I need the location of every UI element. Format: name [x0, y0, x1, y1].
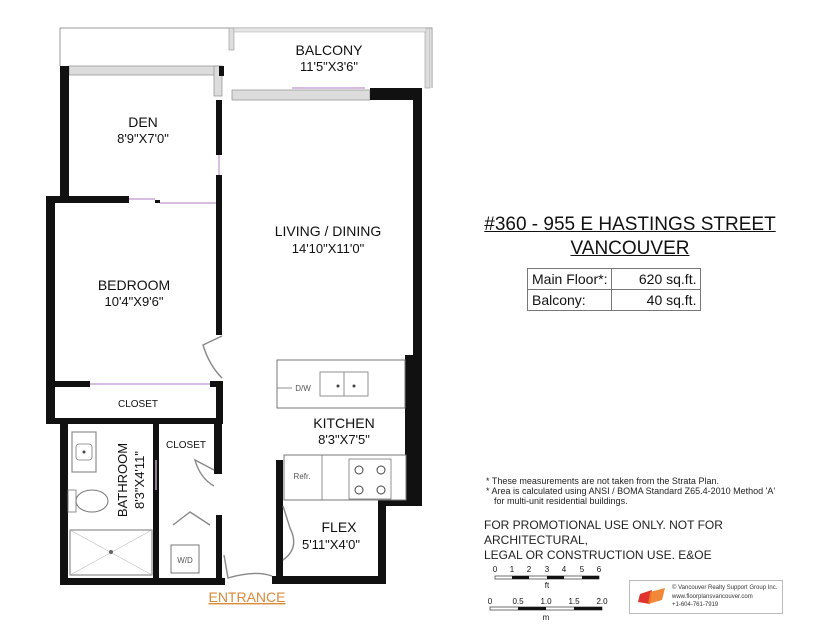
room-labels — [98, 42, 381, 605]
washer-dryer-label: W/D — [177, 556, 193, 565]
bathroom-label: BATHROOM — [115, 442, 130, 518]
area-label: Main Floor*: — [528, 269, 612, 290]
bedroom-label: BEDROOM — [97, 277, 171, 293]
area-label: Balcony: — [528, 290, 612, 311]
area-value: 620 sq.ft. — [612, 269, 701, 290]
dishwasher-label: D/W — [295, 384, 311, 393]
m-tick-2: 1.0 — [540, 597, 552, 606]
note-line: for multi-unit residential buildings. — [494, 496, 628, 506]
ft-unit: ft — [544, 581, 550, 590]
fridge-label: Refr. — [293, 472, 311, 481]
property-address — [470, 213, 790, 261]
promo-disclaimer — [484, 518, 828, 563]
closet-hall-label: CLOSET — [165, 440, 207, 451]
promo-line: LEGAL OR CONSTRUCTION USE. E&OE — [484, 548, 712, 562]
company-logo — [629, 580, 783, 614]
den-dim: 8'9"X7'0" — [117, 131, 169, 146]
area-row — [528, 290, 701, 311]
closet-bedroom-label: CLOSET — [117, 399, 159, 410]
logo-url: www.floorplansvancouver.com — [672, 594, 753, 600]
measurement-notes — [486, 476, 775, 506]
m-tick-1: 0.5 — [512, 597, 524, 606]
m-tick-3: 1.5 — [568, 597, 580, 606]
m-tick-0: 0 — [487, 597, 493, 606]
entrance-label: ENTRANCE — [208, 589, 286, 605]
ft-tick-6: 6 — [596, 565, 602, 574]
m-unit: m — [542, 613, 550, 622]
note-line: * Area is calculated using ANSI / BOMA Standard Z65.4-2010 Method 'A' — [486, 486, 776, 496]
scale-bar — [488, 565, 608, 622]
address-line-1: #360 - 955 E HASTINGS STREET — [484, 214, 776, 235]
flex-dim: 5'11"X4'0" — [301, 537, 361, 552]
ft-tick-4: 4 — [561, 565, 567, 574]
ft-tick-0: 0 — [492, 565, 498, 574]
promo-line: FOR PROMOTIONAL USE ONLY. NOT FOR ARCHITECTURAL, — [484, 518, 723, 547]
area-table — [527, 268, 701, 311]
ft-tick-5: 5 — [579, 565, 585, 574]
bathroom-dim: 8'3"X4'11" — [132, 450, 147, 510]
kitchen-dim: 8'3"X7'5" — [318, 432, 370, 447]
logo-phone: +1-604-761-7919 — [672, 602, 719, 608]
note-line: * These measurements are not taken from the Strata Plan. — [486, 476, 719, 486]
balcony-label: BALCONY — [295, 42, 363, 58]
balcony-dim: 11'5"X3'6" — [299, 59, 359, 74]
area-value: 40 sq.ft. — [612, 290, 701, 311]
m-tick-4: 2.0 — [596, 597, 608, 606]
balcony-area — [60, 28, 432, 88]
bedroom-dim: 10'4"X9'6" — [104, 294, 164, 309]
logo-mark-icon — [638, 588, 666, 606]
address-line-2: VANCOUVER — [570, 238, 690, 259]
ft-tick-3: 3 — [544, 565, 550, 574]
logo-company: © Vancouver Realty Support Group Inc. — [672, 585, 778, 591]
living-label: LIVING / DINING — [274, 223, 382, 239]
area-row — [528, 269, 701, 290]
kitchen-label: KITCHEN — [313, 415, 375, 431]
ft-tick-1: 1 — [509, 565, 515, 574]
den-label: DEN — [128, 114, 158, 130]
flex-label: FLEX — [321, 519, 357, 535]
living-dim: 14'10"X11'0" — [291, 241, 365, 256]
ft-tick-2: 2 — [526, 565, 532, 574]
